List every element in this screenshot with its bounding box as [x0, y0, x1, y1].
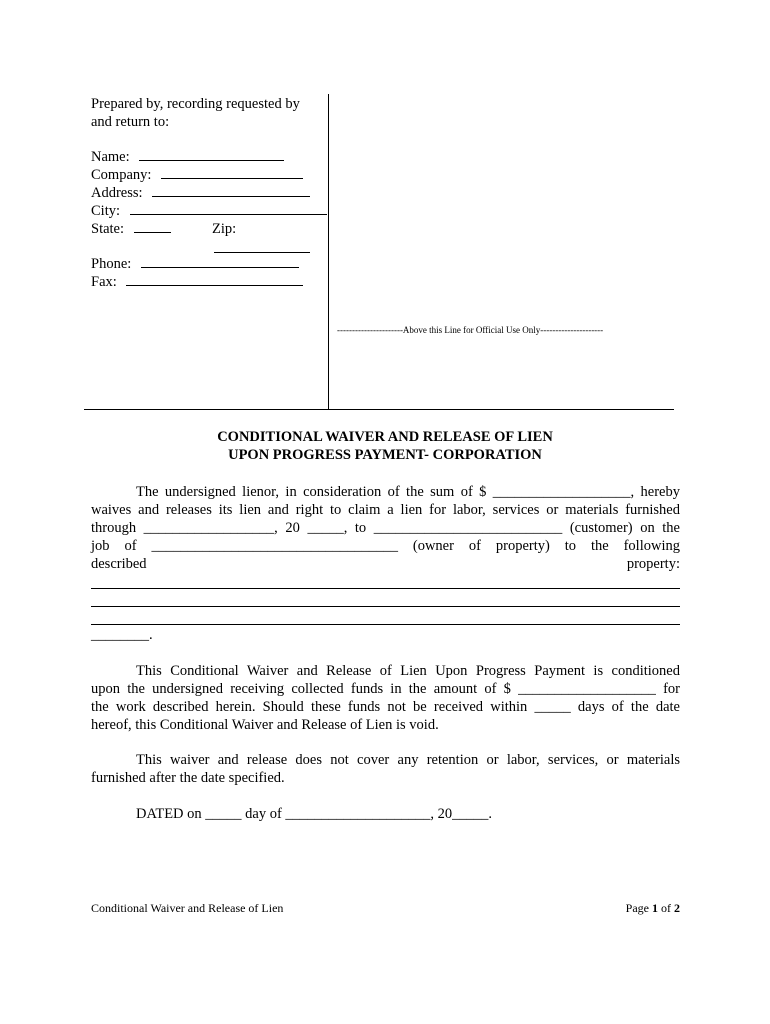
address-label: Address: [91, 185, 143, 201]
p2-line4: hereof, this Conditional Waiver and Release of Lien is void. [91, 717, 439, 733]
company-row [91, 166, 303, 184]
page-total: 2 [674, 901, 680, 915]
property-line-3[interactable] [91, 624, 680, 625]
page-current: 1 [652, 901, 658, 915]
city-label: City: [91, 203, 121, 219]
header-vertical-divider [328, 94, 329, 410]
city-field[interactable] [130, 202, 327, 215]
page-prefix: Page [625, 901, 652, 915]
phone-field[interactable] [141, 255, 299, 268]
p3-line1: This waiver and release does not cover any retention or labor, services, or materials [136, 752, 680, 768]
p1-line2: waives and releases its lien and right to claim a lien for labor, services or materials furnished [91, 502, 680, 518]
name-label: Name: [91, 149, 130, 165]
phone-label: Phone: [91, 256, 132, 272]
p3-line2: furnished after the date specified. [91, 770, 285, 786]
prepared-by-line1: Prepared by, recording requested by [91, 96, 300, 112]
phone-row [91, 255, 299, 273]
state-row [91, 220, 171, 238]
company-label: Company: [91, 167, 152, 183]
zip-field[interactable] [214, 252, 310, 253]
fax-label: Fax: [91, 274, 117, 290]
state-field[interactable] [134, 220, 171, 233]
page-of: of [658, 901, 674, 915]
fax-row [91, 273, 303, 291]
fax-field[interactable] [126, 273, 303, 286]
p2-line2: upon the undersigned receiving collected funds in the amount of $ ___________________ for [91, 681, 680, 697]
prepared-by-line2: and return to: [91, 114, 170, 130]
company-field[interactable] [161, 166, 303, 179]
document-title-line1: CONDITIONAL WAIVER AND RELEASE OF LIEN [217, 429, 553, 445]
p1-line5-left: described [91, 556, 147, 572]
p1-line3: through __________________, 20 _____, to __________________________ (customer) on the [91, 520, 680, 536]
p1-line4: job of __________________________________ (owner of property) to the following [91, 538, 680, 554]
name-field[interactable] [139, 148, 284, 161]
address-field[interactable] [152, 184, 310, 197]
state-label: State: [91, 221, 125, 237]
p1-line1: The undersigned lienor, in consideration of the sum of $ ___________________, hereby [136, 484, 680, 500]
name-row [91, 148, 284, 166]
address-row [91, 184, 310, 202]
p2-line1: This Conditional Waiver and Release of Lien Upon Progress Payment is conditioned [136, 663, 680, 679]
header-horizontal-divider [84, 409, 674, 410]
city-row [91, 202, 327, 220]
zip-label: Zip: [212, 221, 237, 237]
dated-line: DATED on _____ day of ____________________, 20_____. [136, 806, 493, 822]
p1-end: ________. [91, 627, 153, 643]
p2-line3: the work described herein. Should these funds not be received within _____ days of the date [91, 699, 680, 715]
property-line-1[interactable] [91, 588, 680, 589]
property-line-2[interactable] [91, 606, 680, 607]
p1-line5-right: property: [626, 556, 680, 572]
page-number [580, 901, 680, 916]
document-title-line2: UPON PROGRESS PAYMENT- CORPORATION [228, 447, 542, 463]
footer-title: Conditional Waiver and Release of Lien [91, 901, 284, 915]
official-use-line: ----------------------Above this Line for Official Use Only--------------------- [337, 325, 604, 335]
